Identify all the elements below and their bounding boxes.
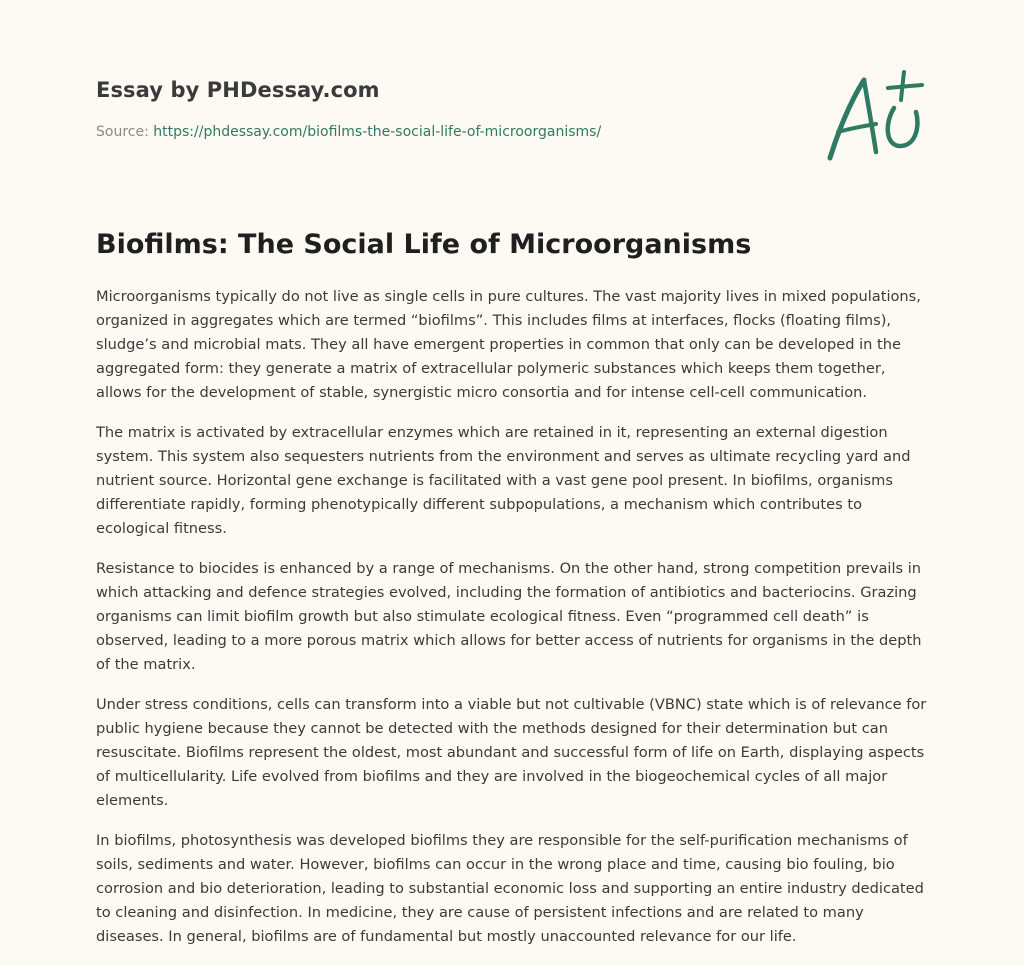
brand-title: Essay by PHDessay.com bbox=[96, 78, 380, 102]
article-paragraph: In biofilms, photosynthesis was developed biofilms they are responsible for the self-purification mechanisms of soils, sediments and water. However, biofilms can occur in the wrong place and time, causing bio fouling, bio corrosion and bio deterioration, leading to substantial economic loss and supporting an entire industry dedicated to cleaning and disinfection. In medicine, they are cause of persistent infections and are related to many diseases. In general, biofilms are of fundamental but mostly unaccounted relevance for our life. bbox=[96, 832, 924, 945]
source-line bbox=[96, 122, 796, 142]
article-paragraph: Resistance to biocides is enhanced by a range of mechanisms. On the other hand, strong competition prevails in which attacking and defence strategies evolved, including the formation of antibiotics and bacteriocins. Grazing organisms can limit biofilm growth but also stimulate ecological fitness. Even “programmed cell death” is observed, leading to a more porous matrix which allows for better access of nutrients for organisms in the depth of the matrix. bbox=[96, 560, 922, 673]
a-plus-grade-logo-icon bbox=[824, 68, 928, 164]
article-paragraph: Microorganisms typically do not live as single cells in pure cultures. The vast majority lives in mixed populations, organized in aggregates which are termed “biofilms”. This includes films at interfaces, flocks (floating films), sludge’s and microbial mats. They all have emergent properties in common that only can be developed in the aggregated form: they generate a matrix of extracellular polymeric substances which keeps them together, allows for the development of stable, synergistic micro consortia and for intense cell-cell communication. bbox=[96, 288, 921, 401]
article-paragraph: The matrix is activated by extracellular enzymes which are retained in it, representing an external digestion system. This system also sequesters nutrients from the environment and serves as ultimate recycling yard and nutrient source. Horizontal gene exchange is facilitated with a vast gene pool present. In biofilms, organisms differentiate rapidly, forming phenotypically different subpopulations, a mechanism which contributes to ecological fitness. bbox=[96, 424, 911, 537]
article-body bbox=[96, 285, 932, 965]
page-header bbox=[96, 76, 796, 142]
article-paragraph: Under stress conditions, cells can transform into a viable but not cultivable (VBNC) state which is of relevance for public hygiene because they cannot be detected with the methods designed for their determination but can resuscitate. Biofilms represent the oldest, most abundant and successful form of life on Earth, displaying aspects of multicellularity. Life evolved from biofilms and they are involved in the biogeochemical cycles of all major elements. bbox=[96, 696, 927, 809]
source-link[interactable]: https://phdessay.com/biofilms-the-social-life-of-microorganisms/ bbox=[153, 124, 602, 140]
source-label: Source: bbox=[96, 124, 149, 140]
article-title: Biofilms: The Social Life of Microorganisms bbox=[96, 229, 752, 260]
